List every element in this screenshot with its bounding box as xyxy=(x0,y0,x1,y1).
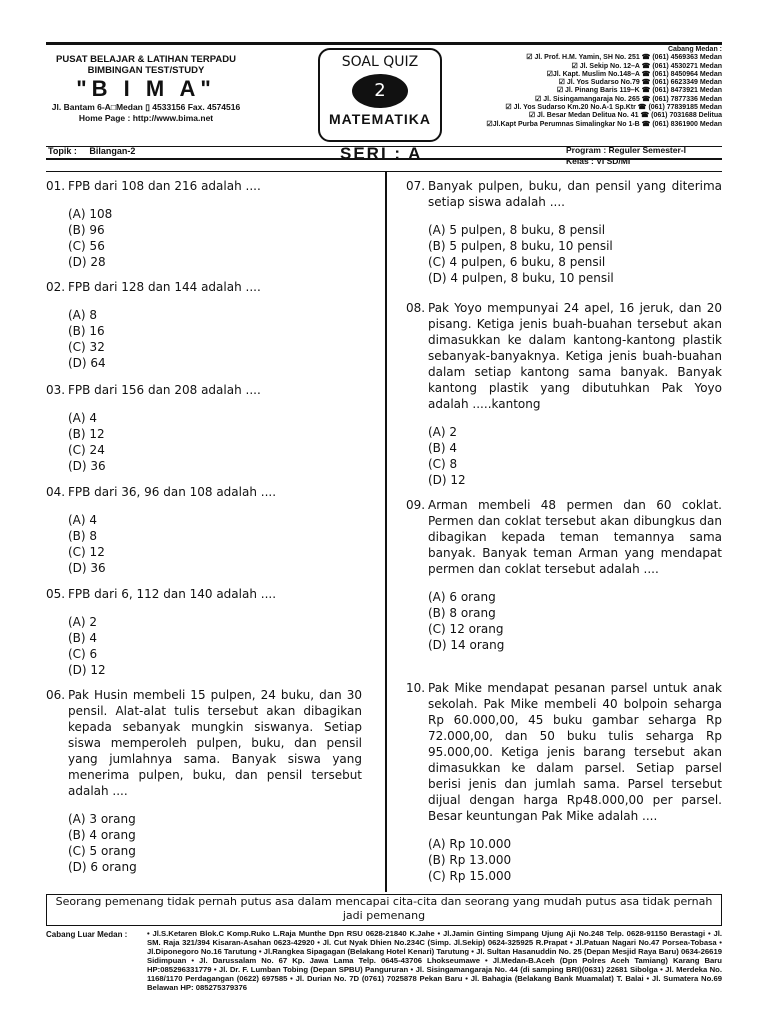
quiz-number: 2 xyxy=(352,74,408,108)
option: (D) 64 xyxy=(68,356,106,370)
option: (C) 56 xyxy=(68,239,105,253)
homepage: Home Page : http://www.bima.net xyxy=(78,113,214,123)
subject-title: MATEMATIKA xyxy=(328,111,432,127)
branch-item: ☑ Jl. Yos Sudarso Km.20 No.A-1 Sp.Ktr ☎ (061) 77839185 Medan xyxy=(505,104,722,112)
question-05: 05. FPB dari 6, 112 dan 140 adalah .... (A) 2 (B) 4 (C) 6 (D) 12 xyxy=(46,586,370,678)
cabang-label: Cabang Luar Medan : xyxy=(46,930,128,939)
question-text: Arman membeli 48 permen dan 60 coklat. Permen dan coklat tersebut akan dibungkus dan dibagikan kepada teman temannya sama banyak. Banyak teman Arman yang mendapat permen dan coklat tersebut adalah .... xyxy=(428,498,722,576)
option: (B) 4 orang xyxy=(68,828,136,842)
quiz-badge xyxy=(318,48,442,142)
option: (D) 36 xyxy=(68,561,106,575)
option: (D) 6 orang xyxy=(68,860,137,874)
option: (C) 24 xyxy=(68,443,105,457)
program-info xyxy=(566,145,686,167)
option: (A) 2 xyxy=(428,425,458,439)
option: (D) 14 orang xyxy=(428,638,505,652)
option: (A) 4 xyxy=(68,411,98,425)
option: (C) Rp 15.000 xyxy=(428,869,512,883)
question-03: 03. FPB dari 156 dan 208 adalah .... (A) 4 (B) 12 (C) 24 (D) 36 xyxy=(46,382,370,474)
option: (A) 3 orang xyxy=(68,812,136,826)
branch-item: ☑ Jl. Yos Sudarso No.79 ☎ (061) 6623349 Medan xyxy=(558,79,722,87)
option: (D) 12 xyxy=(428,473,466,487)
option: (A) 5 pulpen, 8 buku, 8 pensil xyxy=(428,223,606,237)
program-line: Program : Reguler Semester-I xyxy=(566,145,686,155)
option: (C) 12 orang xyxy=(428,622,504,636)
option: (B) 8 xyxy=(68,529,98,543)
topic-value: Bilangan-2 xyxy=(89,146,136,156)
option: (B) 16 xyxy=(68,324,105,338)
question-07: 07. Banyak pulpen, buku, dan pensil yang diterima setiap siswa adalah .... (A) 5 pulpen, 8 buku, 8 pensil (B) 5 pulpen, 8 buku, 10 pensil (C) 4 pulpen, 6 buku, 8 pensil (D) 4 pulpen, 8 buku, 10 pensil xyxy=(406,179,722,285)
option: (C) 6 xyxy=(68,647,98,661)
option: (A) 6 orang xyxy=(428,590,496,604)
cabang-list: • Jl.S.Ketaren Blok.C Komp.Ruko L.Raja Munthe Dpn RSU 0628-21840 K.Jahe • Jl.Jamin Ginting Simpang Ujung Aji No.248 Telp. 0628-91150 Berastagi • Jl. SM. Raja 321/394 Kisaran-Asahan 0623-42920 • Jl. Cut Nyak Dhien No.234C (Simp. Jl.Sekip) 0624-325925 R.Prapat • Jl.Patuan Nagari No.47 Porsea-Tobasa • Jl.Diponegoro No.16 Tarutung • Jl.Rangkea Sipagagan (Belakang Hotel Kenari) Tarutung • Jl. Sultan Hasanuddin No. 25 (Depan Mesjid Raya Baru) 0634-26619 Sidimpuan • Jl. Darussalam No. 67 Kp. Jawa Lama Telp. 0645-43706 Lhokseumawe • Jl.Medan-B.Aceh (Dpn Polres Aceh Tamiang) Karang Baru HP:085296331779 • Jl. Dr. F. Lumban Tobing (Depan SPBU) Pangururan • Jl. Sisingamangaraja No. 44 (di samping BRI)(0631) 22681 Sibolga • Jl. Merdeka No. 1168/1170 Perdagangan (0622) 697585 • Jl. Durian No. 7D (0761) 7025878 Pekan Baru • Jl. Bahagia (Belakang Bank Muamalat) T. Balai • Jl. Sumatera No.69 Belawan HP: 085275379376 xyxy=(147,929,722,992)
question-text: Pak Yoyo mempunyai 24 apel, 16 jeruk, dan 20 pisang. Ketiga jenis buah-buahan tersebut akan dimasukkan ke dalam kantong-kantong plastik sebanyak-banyaknya. Ketiga jenis buah-buahan dalam setiap kantong sama banyak. Banyak kantong plastik yang dibutuhkan Pak Yoyo adalah .....kantong xyxy=(428,301,722,411)
topic xyxy=(48,146,135,156)
header-top-rule xyxy=(46,42,722,45)
question-text: FPB dari 6, 112 dan 140 adalah .... xyxy=(68,587,277,601)
address: Jl. Bantam 6-A□Medan ▯ 4533156 Fax. 4574516 xyxy=(51,102,241,112)
question-text: Banyak pulpen, buku, dan pensil yang diterima setiap siswa adalah .... xyxy=(428,179,722,209)
option: (A) Rp 10.000 xyxy=(428,837,512,851)
question-text: FPB dari 108 dan 216 adalah .... xyxy=(68,179,261,193)
option: (B) 96 xyxy=(68,223,105,237)
question-text: FPB dari 156 dan 208 adalah .... xyxy=(68,383,261,397)
option: (A) 108 xyxy=(68,207,113,221)
kelas-line: Kelas : VI SD/MI xyxy=(566,156,631,166)
question-04: 04. FPB dari 36, 96 dan 108 adalah .... (A) 4 (B) 8 (C) 12 (D) 36 xyxy=(46,484,370,576)
question-text: Pak Husin membeli 15 pulpen, 24 buku, dan 30 pensil. Alat-alat tulis tersebut akan dibagikan kepada sebanyak mungkin siswanya. Setiap siswa memperoleh pulpen, buku, dan pensil yang jumlahnya sama. Banyak siswa yang menerima pulpen, buku, dan pensil tersebut adalah .... xyxy=(68,688,362,798)
option: (B) 4 xyxy=(68,631,98,645)
question-10: 10. Pak Mike mendapat pesanan parsel untuk anak sekolah. Pak Mike membeli 40 bolpoin seharga Rp 60.000,00, 45 buku gambar seharga Rp 72.000,00, dan 50 buku tulis seharga Rp 95.000,00. Ketiga jenis barang tersebut akan dimasukkan ke dalam parsel. Setiap parsel berisi jenis dan jumlah sama. Parsel tersebut dijual dengan harga Rp48.000,00 per parsel. Besar keuntungan Pak Mike adalah .... (A) Rp 10.000 (B) Rp 13.000 (C) Rp 15.000 xyxy=(406,681,722,883)
option: (B) Rp 13.000 xyxy=(428,853,512,867)
question-01: 01. FPB dari 108 dan 216 adalah .... (A) 108 (B) 96 (C) 56 (D) 28 xyxy=(46,178,370,270)
question-text: FPB dari 128 dan 144 adalah .... xyxy=(68,280,261,294)
seri-label: SERI : A xyxy=(340,144,423,163)
option: (C) 8 xyxy=(428,457,458,471)
branch-item: ☑ Jl. Sekip No. 12–A ☎ (061) 4530271 Medan xyxy=(571,62,722,70)
branch-item: ☑Jl. Kapt. Muslim No.148–A ☎ (061) 8450964 Medan xyxy=(546,70,722,78)
option: (D) 36 xyxy=(68,459,106,473)
question-08: 08. Pak Yoyo mempunyai 24 apel, 16 jeruk, dan 20 pisang. Ketiga jenis buah-buahan tersebut akan dimasukkan ke dalam kantong-kantong plastik sebanyak-banyaknya. Ketiga jenis buah-buahan dalam setiap kantong sama banyak. Banyak kantong plastik yang dibutuhkan Pak Yoyo adalah .....kantong (A) 2 (B) 4 (C) 8 (D) 12 xyxy=(406,301,722,487)
column-divider xyxy=(385,172,387,892)
option: (B) 4 xyxy=(428,441,458,455)
org-line-2: BIMBINGAN TEST/STUDY xyxy=(87,65,205,76)
org-line-1: PUSAT BELAJAR & LATIHAN TERPADU xyxy=(56,54,236,65)
branch-item: ☑ Jl. Pinang Baris 119–K ☎ (061) 8473921 Medan xyxy=(556,87,722,95)
option: (B) 5 pulpen, 8 buku, 10 pensil xyxy=(428,239,613,253)
branch-item: ☑ Jl. Prof. H.M. Yamin, SH No. 251 ☎ (061) 4569363 Medan xyxy=(526,54,722,62)
question-text: FPB dari 36, 96 dan 108 adalah .... xyxy=(68,485,277,499)
branch-item: ☑ Jl. Besar Medan Delitua No. 41 ☎ (061) 7031688 Delitua xyxy=(528,112,722,120)
option: (C) 32 xyxy=(68,340,105,354)
option: (B) 8 orang xyxy=(428,606,496,620)
option: (D) 28 xyxy=(68,255,106,269)
question-09: 09. Arman membeli 48 permen dan 60 coklat. Permen dan coklat tersebut akan dibungkus dan dibagikan kepada teman temannya sama banyak. Banyak teman Arman yang mendapat permen dan coklat tersebut adalah .... (A) 6 orang (B) 8 orang (C) 12 orang (D) 14 orang xyxy=(406,498,722,652)
option: (C) 12 xyxy=(68,545,105,559)
quiz-label: SOAL QUIZ xyxy=(341,54,419,70)
branch-title: Cabang Medan : xyxy=(667,46,722,53)
topic-label: Topik : xyxy=(48,146,77,156)
brand-name: "B I M A" xyxy=(76,76,216,101)
option: (C) 4 pulpen, 6 buku, 8 pensil xyxy=(428,255,606,269)
option: (A) 4 xyxy=(68,513,98,527)
branch-list xyxy=(460,46,722,129)
institution-block xyxy=(46,54,246,124)
question-text: Pak Mike mendapat pesanan parsel untuk anak sekolah. Pak Mike membeli 40 bolpoin seharga Rp 60.000,00, 45 buku gambar seharga Rp 72.000,00, dan 50 buku tulis seharga Rp 95.000,00. Ketiga jenis barang tersebut akan dimasukkan ke dalam parsel. Setiap parsel berisi jenis dan jumlah sama. Parsel tersebut dijual dengan harga Rp48.000,00 per parsel. Besar keuntungan Pak Mike adalah .... xyxy=(428,681,722,823)
question-06: 06. Pak Husin membeli 15 pulpen, 24 buku, dan 30 pensil. Alat-alat tulis tersebut akan dibagikan kepada sebanyak mungkin siswanya. Setiap siswa memperoleh pulpen, buku, dan pensil yang jumlahnya sama. Banyak siswa yang menerima pulpen, buku, dan pensil tersebut adalah .... (A) 3 orang (B) 4 orang (C) 5 orang (D) 6 orang xyxy=(46,688,362,874)
option: (C) 5 orang xyxy=(68,844,136,858)
option: (A) 2 xyxy=(68,615,98,629)
option: (D) 12 xyxy=(68,663,106,677)
option: (D) 4 pulpen, 8 buku, 10 pensil xyxy=(428,271,614,285)
motto-box xyxy=(46,894,722,926)
option: (B) 12 xyxy=(68,427,105,441)
motto-text: Seorang pemenang tidak pernah putus asa dalam mencapai cita-cita dan seorang yang mudah putus asa tidak pernah jadi pemenang xyxy=(55,895,713,922)
branch-item: ☑Jl.Kapt Purba Perumnas Simalingkar No 1-B ☎ (061) 8361900 Medan xyxy=(486,120,722,128)
option: (A) 8 xyxy=(68,308,98,322)
question-02: 02. FPB dari 128 dan 144 adalah .... (A) 8 (B) 16 (C) 32 (D) 64 xyxy=(46,279,370,371)
branch-item: ☑ Jl. Sisingamangaraja No. 265 ☎ (061) 7877336 Medan xyxy=(535,95,722,103)
